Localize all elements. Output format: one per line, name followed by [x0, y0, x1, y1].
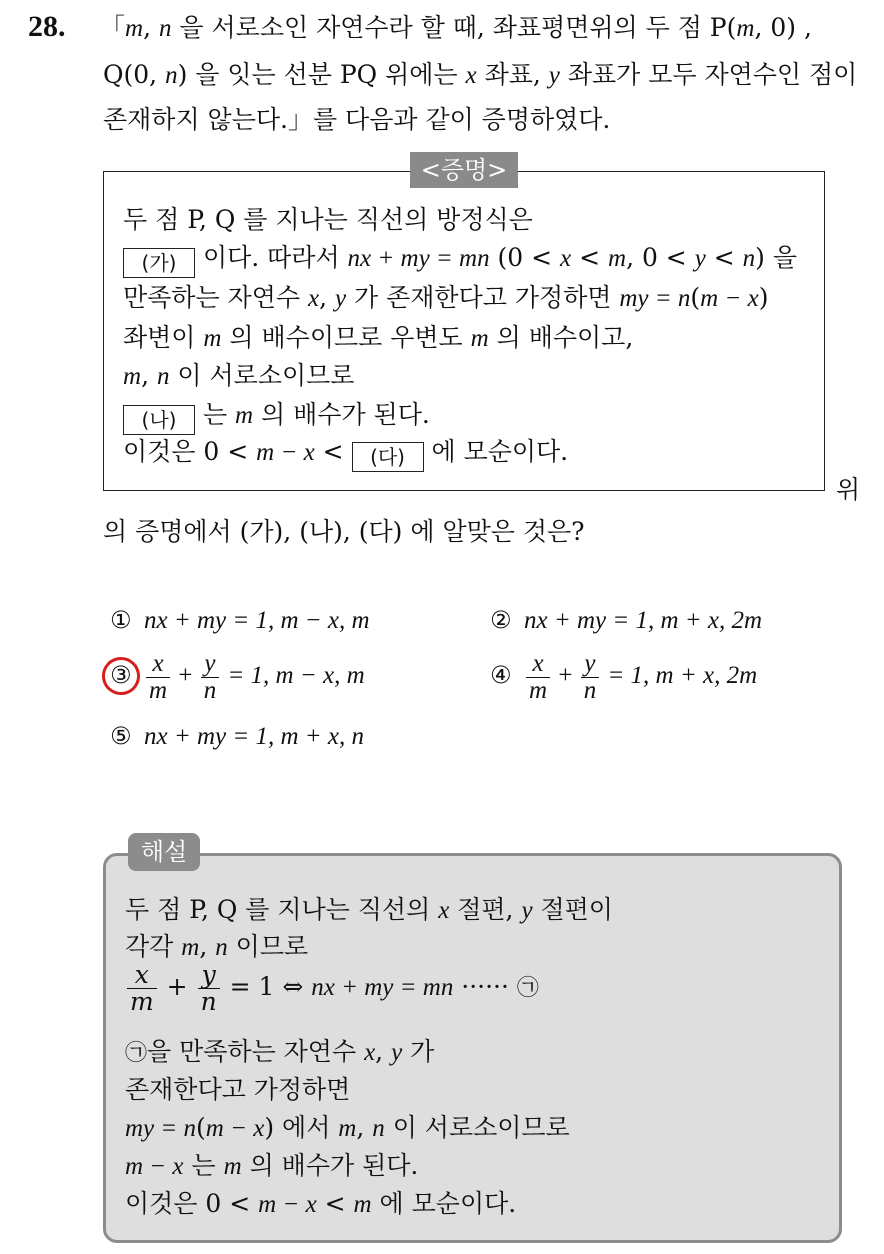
solution-line-4: ㉠을 만족하는 자연수 x, y 가	[125, 1037, 435, 1066]
proof-line-6: (나) 는 m 의 배수가 된다.	[123, 395, 430, 435]
question-ask: 의 증명에서 (가), (나), (다) 에 알맞은 것은?	[103, 517, 585, 546]
solution-line-2: 각각 m, n 이므로	[125, 932, 309, 961]
blank-da: (다)	[352, 442, 424, 472]
stem-line-3: 존재하지 않는다.」를 다음과 같이 증명하였다.	[103, 105, 611, 134]
choice-3[interactable]: ③ $\frac{x}{m}$ + $\frac{y}{n}$ = 1, m − x, m	[110, 650, 365, 704]
solution-tag: 해설	[128, 833, 200, 871]
solution-line-3: $\frac{x}{m}$ + $\frac{y}{n}$ = 1 ⇔ nx + my = mn ······ ㉠	[125, 962, 539, 1015]
proof-line-7: 이것은 0 < m − x < (다) 에 모순이다.	[123, 432, 568, 472]
solution-line-8: 이것은 0 < m − x < m 에 모순이다.	[125, 1189, 517, 1218]
choice-1[interactable]: ① nx + my = 1, m − x, m	[110, 606, 370, 634]
choice-4[interactable]: ④ $\frac{x}{m}$ + $\frac{y}{n}$ = 1, m + x, 2m	[490, 650, 758, 704]
blank-ga: (가)	[123, 248, 195, 278]
proof-tag: <증명>	[410, 152, 518, 188]
choice-2[interactable]: ② nx + my = 1, m + x, 2m	[490, 606, 763, 634]
blank-na: (나)	[123, 405, 195, 435]
solution-line-5: 존재한다고 가정하면	[125, 1075, 351, 1104]
solution-line-7: m − x 는 m 의 배수가 된다.	[125, 1151, 419, 1180]
proof-line-1: 두 점 P, Q 를 지나는 직선의 방정식은	[123, 205, 533, 234]
solution-line-6: my = n(m − x) 에서 m, n 이 서로소이므로	[125, 1113, 570, 1142]
question-number: 28.	[28, 10, 66, 43]
proof-line-2: (가) 이다. 따라서 nx + my = mn (0 < x < m, 0 < y < n) 을	[123, 238, 797, 278]
proof-line-5: m, n 이 서로소이므로	[123, 361, 355, 390]
proof-line-3: 만족하는 자연수 x, y 가 존재한다고 가정하면 my = n(m − x)	[123, 283, 769, 312]
stem-line-1: 「m, n 을 서로소인 자연수라 할 때, 좌표평면위의 두 점 P(m, 0) ,	[100, 13, 812, 42]
trailing-wi: 위	[836, 475, 861, 504]
proof-line-4: 좌변이 m 의 배수이므로 우변도 m 의 배수이고,	[123, 323, 634, 352]
solution-line-1: 두 점 P, Q 를 지나는 직선의 x 절편, y 절편이	[125, 895, 613, 924]
stem-line-2: Q(0, n) 을 잇는 선분 PQ 위에는 x 좌표, y 좌표가 모두 자연수인 점이	[103, 60, 858, 89]
choice-5[interactable]: ⑤ nx + my = 1, m + x, n	[110, 722, 365, 750]
